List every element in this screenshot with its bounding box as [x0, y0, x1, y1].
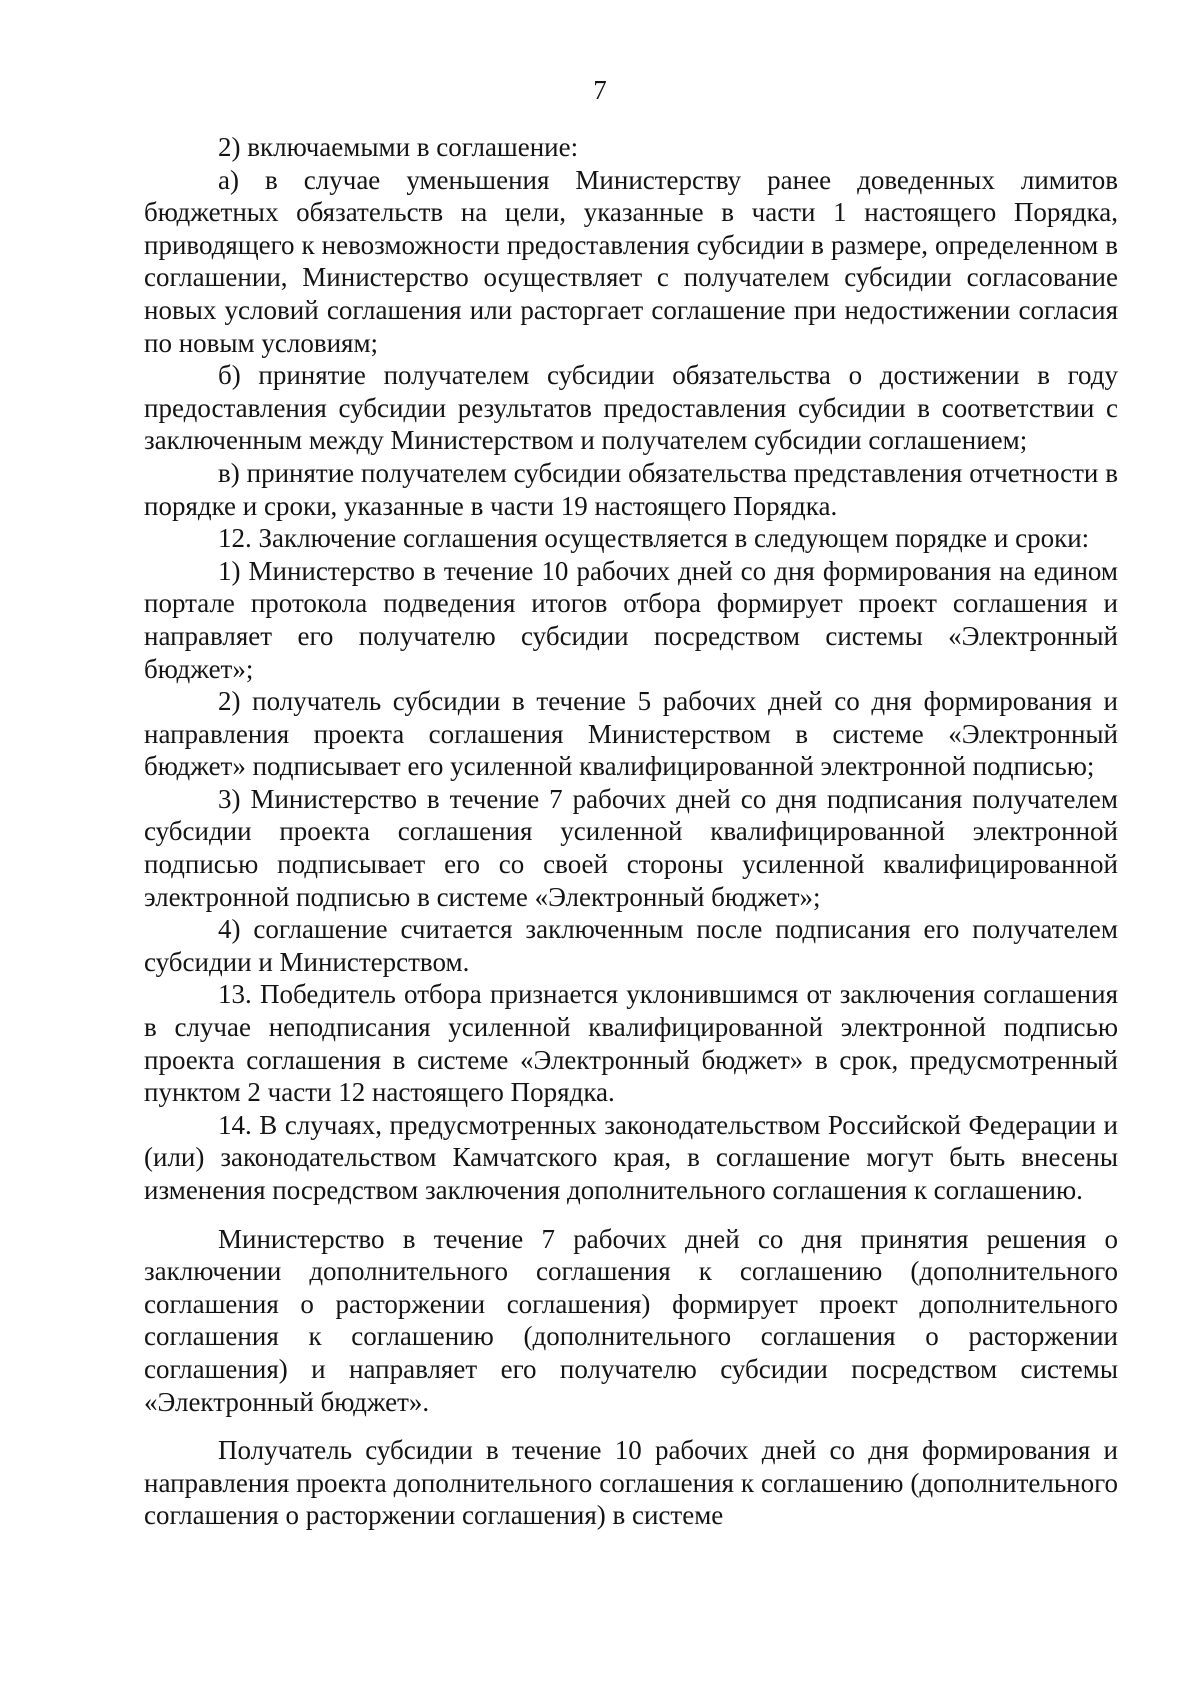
- paragraph-item-a: а) в случае уменьшения Министерству ранее доведенных лимитов бюджетных обязательств на цели, указанные в части 1 настоящего Порядка, приводящего к невозможности предоставления субсидии в размере, определенном в соглашении, Министерство осуществляет с получателем субсидии согласование новых условий соглашения или расторгает соглашение при недостижении согласия по новым условиям;: [144, 164, 1118, 358]
- paragraph-section-12-item-4: 4) соглашение считается заключенным после подписания его получателем субсидии и Министерством.: [144, 914, 1118, 977]
- paragraph-list-intro: 2) включаемыми в соглашение:: [218, 132, 579, 162]
- document-body: [144, 131, 1118, 1532]
- paragraph-section-14: 14. В случаях, предусмотренных законодательством Российской Федерации и (или) законодательством Камчатского края, в соглашение могут быть внесены изменения посредством заключения дополнительного соглашения к соглашению.: [144, 1109, 1118, 1205]
- paragraph-item-v: в) принятие получателем субсидии обязательства представления отчетности в порядке и сроки, указанные в части 19 настоящего Порядка.: [144, 457, 1118, 521]
- paragraph-section-12-item-3: 3) Министерство в течение 7 рабочих дней со дня подписания получателем субсидии проекта соглашения усиленной квалифицированной электронной подписью подписывает его со своей стороны усиленной квалифицированной электронной подписью в системе «Электронный бюджет»;: [144, 783, 1118, 912]
- paragraph-section-12-item-2: 2) получатель субсидии в течение 5 рабочих дней со дня формирования и направления проекта соглашения Министерством в системе «Электронный бюджет» подписывает его усиленной квалифицированной электронной подписью;: [144, 686, 1118, 782]
- paragraph-recipient-procedure: Получатель субсидии в течение 10 рабочих дней со дня формирования и направления проекта дополнительного соглашения к соглашению (дополнительного соглашения о расторжении соглашения) в системе: [144, 1435, 1118, 1531]
- paragraph-ministry-procedure: Министерство в течение 7 рабочих дней со дня принятия решения о заключении дополнительного соглашения к соглашению (дополнительного соглашения о расторжении соглашения) формирует проект дополнительного соглашения к соглашению (дополнительного соглашения о расторжении соглашения) и направляет его получателю субсидии посредством системы «Электронный бюджет».: [144, 1223, 1118, 1417]
- paragraph-section-13: 13. Победитель отбора признается уклонившимся от заключения соглашения в случае неподписания усиленной квалифицированной электронной подписью проекта соглашения в системе «Электронный бюджет» в срок, предусмотренный пунктом 2 части 12 настоящего Порядка.: [144, 979, 1118, 1108]
- paragraph-item-b: б) принятие получателем субсидии обязательства о достижении в году предоставления субсидии результатов предоставления субсидии в соответствии с заключенным между Министерством и получателем субсидии соглашением;: [144, 360, 1118, 456]
- page-number: 7: [593, 75, 607, 105]
- paragraph-section-12: 12. Заключение соглашения осуществляется в следующем порядке и сроки:: [218, 523, 1090, 554]
- paragraph-section-12-item-1: 1) Министерство в течение 10 рабочих дней со дня формирования на едином портале протокола подведения итогов отбора формирует проект соглашения и направляет его получателю субсидии посредством системы «Электронный бюджет»;: [144, 555, 1118, 684]
